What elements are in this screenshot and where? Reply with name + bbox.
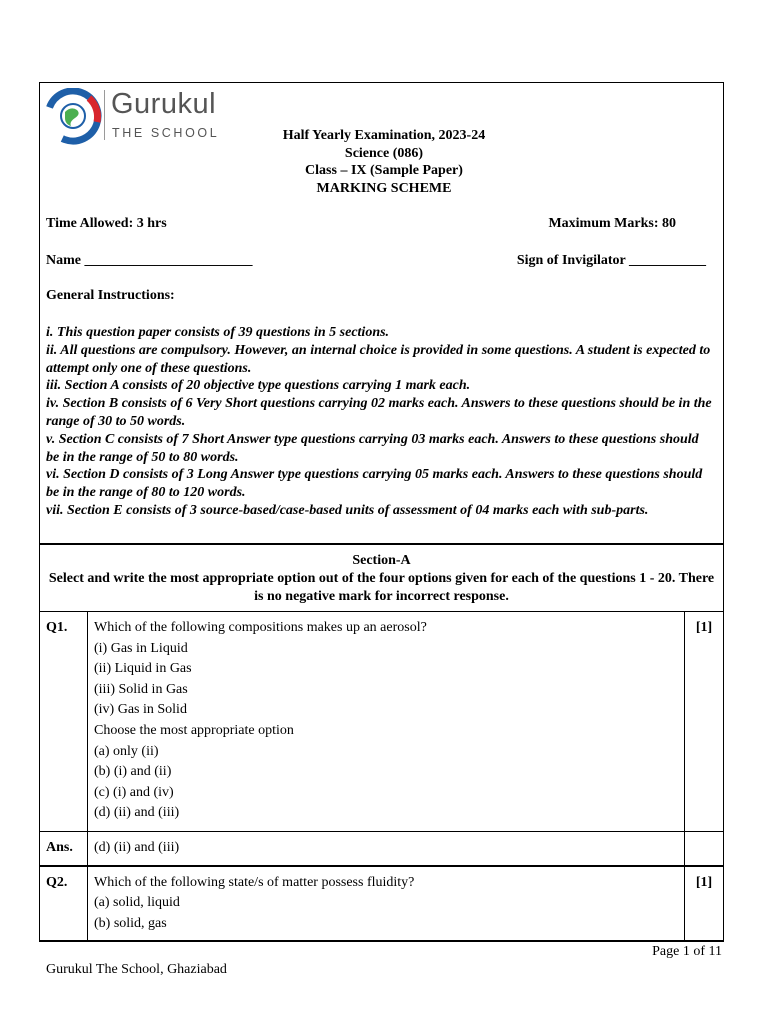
option-line: Choose the most appropriate option bbox=[94, 722, 294, 738]
question-row bbox=[40, 866, 724, 942]
question-marks: [1] bbox=[685, 866, 724, 942]
instruction-item: iv. Section B consists of 6 Very Short questions carrying 02 marks each. Answers to these questions should be in the range of 30 to 50 words. bbox=[46, 396, 712, 429]
logo-wordmark: Gurukul bbox=[111, 88, 217, 120]
doc-type-title: MARKING SCHEME bbox=[316, 181, 452, 196]
question-text: Which of the following state/s of matter possess fluidity? bbox=[94, 874, 415, 890]
answer-label: Ans. bbox=[40, 832, 88, 866]
class-title: Class – IX (Sample Paper) bbox=[305, 163, 463, 178]
instructions-heading: General Instructions: bbox=[46, 288, 175, 303]
option-line: (ii) Liquid in Gas bbox=[94, 661, 192, 677]
name-field: Name ________________________ bbox=[46, 253, 253, 268]
questions-table bbox=[39, 611, 724, 942]
question-text: Which of the following compositions makes up an aerosol? bbox=[94, 620, 427, 635]
instruction-item: i. This question paper consists of 39 questions in 5 sections. bbox=[46, 325, 390, 340]
page-number: Page 1 of 11 bbox=[652, 944, 722, 959]
option-line: (b) (i) and (ii) bbox=[94, 764, 172, 780]
answer-marks-cell bbox=[685, 832, 724, 866]
option-line: (d) (ii) and (iii) bbox=[94, 805, 180, 821]
instruction-item: vi. Section D consists of 3 Long Answer type questions carrying 05 marks each. Answers to these questions should be in the range of 80 to 120 words. bbox=[46, 467, 703, 501]
footer-school-name: Gurukul The School, Ghaziabad bbox=[46, 962, 227, 977]
logo-tagline: THE SCHOOL bbox=[112, 126, 220, 140]
instructions-list bbox=[46, 324, 714, 520]
section-divider bbox=[39, 543, 724, 545]
time-allowed: Time Allowed: 3 hrs bbox=[46, 216, 167, 231]
question-number: Q1. bbox=[40, 612, 88, 832]
option-line: (i) Gas in Liquid bbox=[94, 640, 188, 656]
instruction-item: iii. Section A consists of 20 objective type questions carrying 1 mark each. bbox=[46, 378, 471, 394]
option-line: (a) solid, liquid bbox=[94, 895, 180, 911]
option-line: (iv) Gas in Solid bbox=[94, 702, 187, 718]
subject-title: Science (086) bbox=[344, 146, 424, 161]
option-line: (b) solid, gas bbox=[94, 915, 167, 931]
answer-text: (d) (ii) and (iii) bbox=[88, 832, 685, 866]
section-title: Section-A bbox=[352, 553, 411, 568]
exam-title: Half Yearly Examination, 2023-24 bbox=[282, 128, 486, 143]
question-row bbox=[40, 612, 724, 832]
answer-row bbox=[40, 832, 724, 866]
question-marks: [1] bbox=[685, 612, 724, 832]
instruction-item: v. Section C consists of 7 Short Answer type questions carrying 03 marks each. Answers to these questions should be in the range of 50 to 80 words. bbox=[46, 431, 699, 465]
instruction-item: vii. Section E consists of 3 source-based/case-based units of assessment of 04 marks each with sub-parts. bbox=[46, 502, 649, 518]
maximum-marks: Maximum Marks: 80 bbox=[548, 216, 676, 231]
invigilator-sign-field: Sign of Invigilator ___________ bbox=[516, 253, 706, 268]
question-body bbox=[88, 866, 685, 942]
question-number: Q2. bbox=[40, 866, 88, 942]
section-instructions: Select and write the most appropriate option out of the four options given for each of the questions 1 - 20. There is no negative mark for incorrect response. bbox=[48, 571, 715, 604]
instruction-item: ii. All questions are compulsory. However, an internal choice is provided in some questions. A student is expected to attempt only one of these questions. bbox=[46, 342, 711, 376]
question-body bbox=[88, 612, 685, 832]
option-line: (a) only (ii) bbox=[94, 743, 159, 759]
option-line: (c) (i) and (iv) bbox=[94, 784, 174, 800]
option-line: (iii) Solid in Gas bbox=[94, 681, 188, 697]
